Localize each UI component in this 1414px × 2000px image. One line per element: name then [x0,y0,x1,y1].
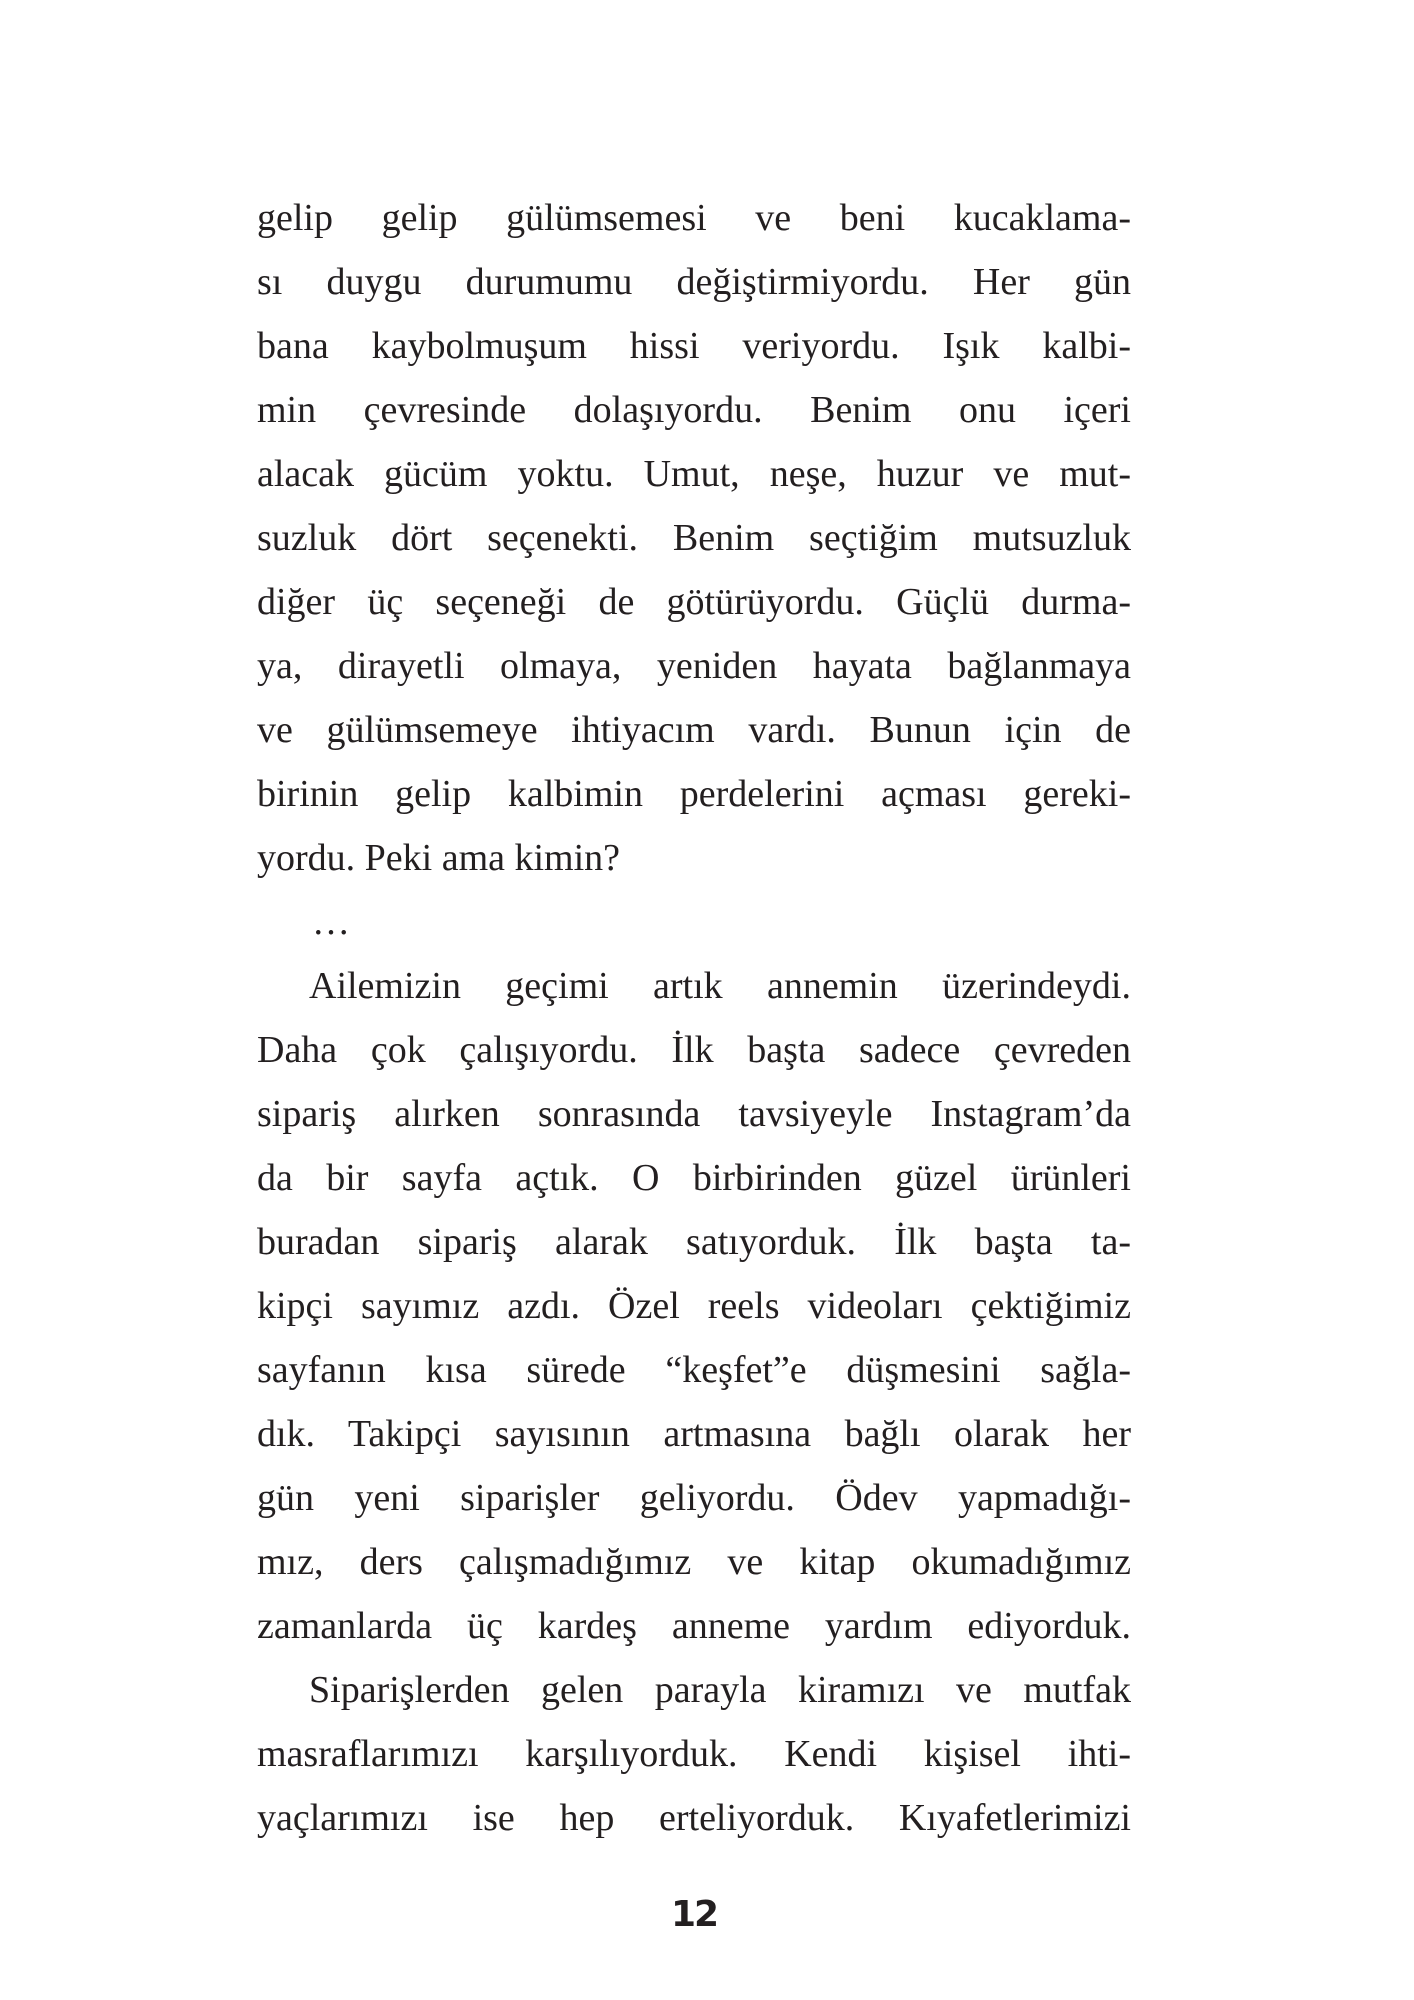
text-line: zamanlarda üç kardeş anneme yardım ediyorduk. [257,1605,1131,1647]
paragraph-2 [257,954,1131,1658]
text-line: diğer üç seçeneği de götürüyordu. Güçlü durma- [257,581,1131,623]
page-number: 12 [670,1894,718,1935]
text-line: ya, dirayetli olmaya, yeniden hayata bağlanmaya [257,645,1131,687]
text-line: Ailemizin geçimi artık annemin üzerindeydi. [309,965,1131,1007]
paragraph-3 [257,1658,1131,1850]
text-line: min çevresinde dolaşıyordu. Benim onu içeri [257,389,1131,431]
text-line: da bir sayfa açtık. O birbirinden güzel ürünleri [257,1157,1131,1199]
text-line: sı duygu durumumu değiştirmiyordu. Her gün [257,261,1131,303]
text-line: yordu. Peki ama kimin? [257,837,621,879]
text-line: bana kaybolmuşum hissi veriyordu. Işık kalbi- [257,325,1131,367]
text-line: mız, ders çalışmadığımız ve kitap okumadığımız [257,1541,1131,1583]
text-line: sayfanın kısa sürede “keşfet”e düşmesini sağla- [257,1349,1131,1391]
text-line: dık. Takipçi sayısının artmasına bağlı olarak her [257,1413,1131,1455]
text-line: gün yeni siparişler geliyordu. Ödev yapmadığı- [257,1477,1131,1519]
text-line: alacak gücüm yoktu. Umut, neşe, huzur ve mut- [257,453,1131,495]
text-line: masraflarımızı karşılıyorduk. Kendi kişisel ihti- [257,1733,1131,1775]
text-line: Daha çok çalışıyordu. İlk başta sadece çevreden [257,1029,1131,1071]
section-separator: … [312,901,354,943]
text-line: suzluk dört seçenekti. Benim seçtiğim mutsuzluk [257,517,1131,559]
text-line: kipçi sayımız azdı. Özel reels videoları çektiğimiz [257,1285,1131,1327]
text-line: buradan sipariş alarak satıyorduk. İlk başta ta- [257,1221,1131,1263]
text-line: gelip gelip gülümsemesi ve beni kucaklama- [257,197,1131,239]
text-line: birinin gelip kalbimin perdelerini açması gereki- [257,773,1131,815]
body-text [257,186,1131,1850]
text-line: sipariş alırken sonrasında tavsiyeyle Instagram’da [257,1093,1131,1135]
text-line: Siparişlerden gelen parayla kiramızı ve mutfak [309,1669,1131,1711]
paragraph-1 [257,186,1131,890]
text-line: yaçlarımızı ise hep erteliyorduk. Kıyafetlerimizi [257,1797,1131,1839]
text-line: ve gülümsemeye ihtiyacım vardı. Bunun için de [257,709,1131,751]
